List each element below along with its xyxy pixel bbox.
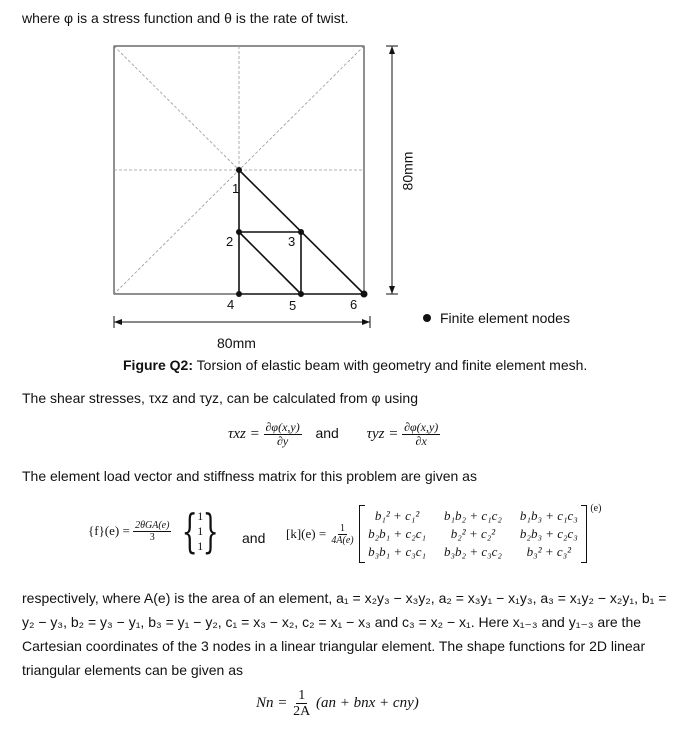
and-word-2: and [242,530,266,546]
dphi-dx-fraction [402,421,440,448]
shape-fn-lhs: Nn = [256,694,288,711]
and-word: and [315,424,339,441]
k-label: [k](e) = [286,526,327,541]
f-numerator: 2θGA(e) [135,519,170,531]
f-coefficient [133,520,171,543]
shape-fn-rhs: (an + bnx + cny) [316,694,419,711]
dimension-vertical-label: 80mm [399,151,416,191]
tau-yz-lhs: τyz = [366,425,399,442]
k-matrix [368,508,578,560]
shape-function-equation [256,688,419,719]
node-label: 6 [350,297,358,312]
dy-denominator: ∂y [276,434,289,448]
shape-fn-denominator: 2A [293,704,311,719]
k-entry: b₁² + c₁² [374,508,420,523]
node-marker [361,291,368,298]
stiffness-matrix-equation [286,505,601,563]
dphi-numerator: ∂φ(x,y) [404,420,439,434]
element-text: The element load vector and stiffness matrix for this problem are given as [22,468,477,484]
k-denominator: 4A(e) [331,534,354,546]
bracket-close [581,505,587,563]
k-entry: b₂² + c₂² [450,526,496,541]
load-vector-equation [88,504,226,558]
node-label: 2 [226,234,234,249]
brace-close: } [203,504,220,558]
node-marker [236,229,242,235]
k-entry: b₁b₃ + c₁c₃ [519,508,578,523]
k-entry: b₂b₁ + c₂c₁ [368,526,427,541]
intro-text: where φ is a stress function and θ is the rate of twist. [22,10,349,26]
k-entry: b₃² + c₃² [526,544,572,559]
caption-label: Figure Q2: [123,357,194,373]
tau-xz-lhs: τxz = [228,425,260,442]
respectively-paragraph: respectively, where A(e) is the area of an element, a₁ = x₂y₃ − x₃y₂, a₂ = x₃y₁ − x₁y₃, a₃ = x₁y₂ − x₂y₁, b₁ = y₂ − y₃, b₂ = y₃ − y₁, b₃ = y₁ − y₂, c₁ = x₃ − x₂, c₂ = x₁ − x₃ and c₃ = x₂ − x₁. Here x₁₋₃ and y₁₋₃ are the Cartesian coordinates of the 3 nodes in a linear triangular element. The shape functions for 2D linear triangular elements can be given as [22,590,667,678]
k-entry: b₃b₂ + c₃c₂ [444,544,502,559]
k-entry: b₁b₂ + c₁c₂ [444,508,502,523]
node-label: 5 [289,298,297,313]
node-label: 1 [232,181,240,196]
f-vector-entry: 1 [197,523,204,538]
shape-fn-fraction [291,688,312,719]
k-numerator: 1 [340,522,346,534]
dx-denominator: ∂x [415,434,427,448]
bracket-open [359,505,365,563]
k-coefficient [329,523,355,546]
caption-text: Torsion of elastic beam with geometry and finite element mesh. [193,357,588,373]
legend-dot [423,314,431,322]
node-marker [236,291,242,297]
node-label: 4 [227,297,235,312]
node-marker [298,229,304,235]
dimension-horizontal-label: 80mm [217,335,256,351]
figure-caption [123,356,587,374]
shear-equations [228,421,440,448]
shape-fn-numerator: 1 [298,688,306,703]
k-entry: b₂b₃ + c₂c₃ [519,526,578,541]
k-superscript: (e) [590,503,602,514]
node-label: 3 [288,234,296,249]
brace-open: { [181,504,198,558]
f-label: {f}(e) = [88,523,130,538]
f-vector-entry: 1 [197,508,204,523]
f-vector-entry: 1 [197,538,204,553]
k-entry: b₃b₁ + c₃c₁ [368,544,427,559]
dphi-numerator: ∂φ(x,y) [265,420,300,434]
legend-label: Finite element nodes [440,310,570,326]
shear-text: The shear stresses, τxz and τyz, can be calculated from φ using [22,390,418,406]
dphi-dy-fraction [264,421,302,448]
node-marker [298,291,304,297]
f-denominator: 3 [149,531,155,543]
node-marker [236,167,242,173]
